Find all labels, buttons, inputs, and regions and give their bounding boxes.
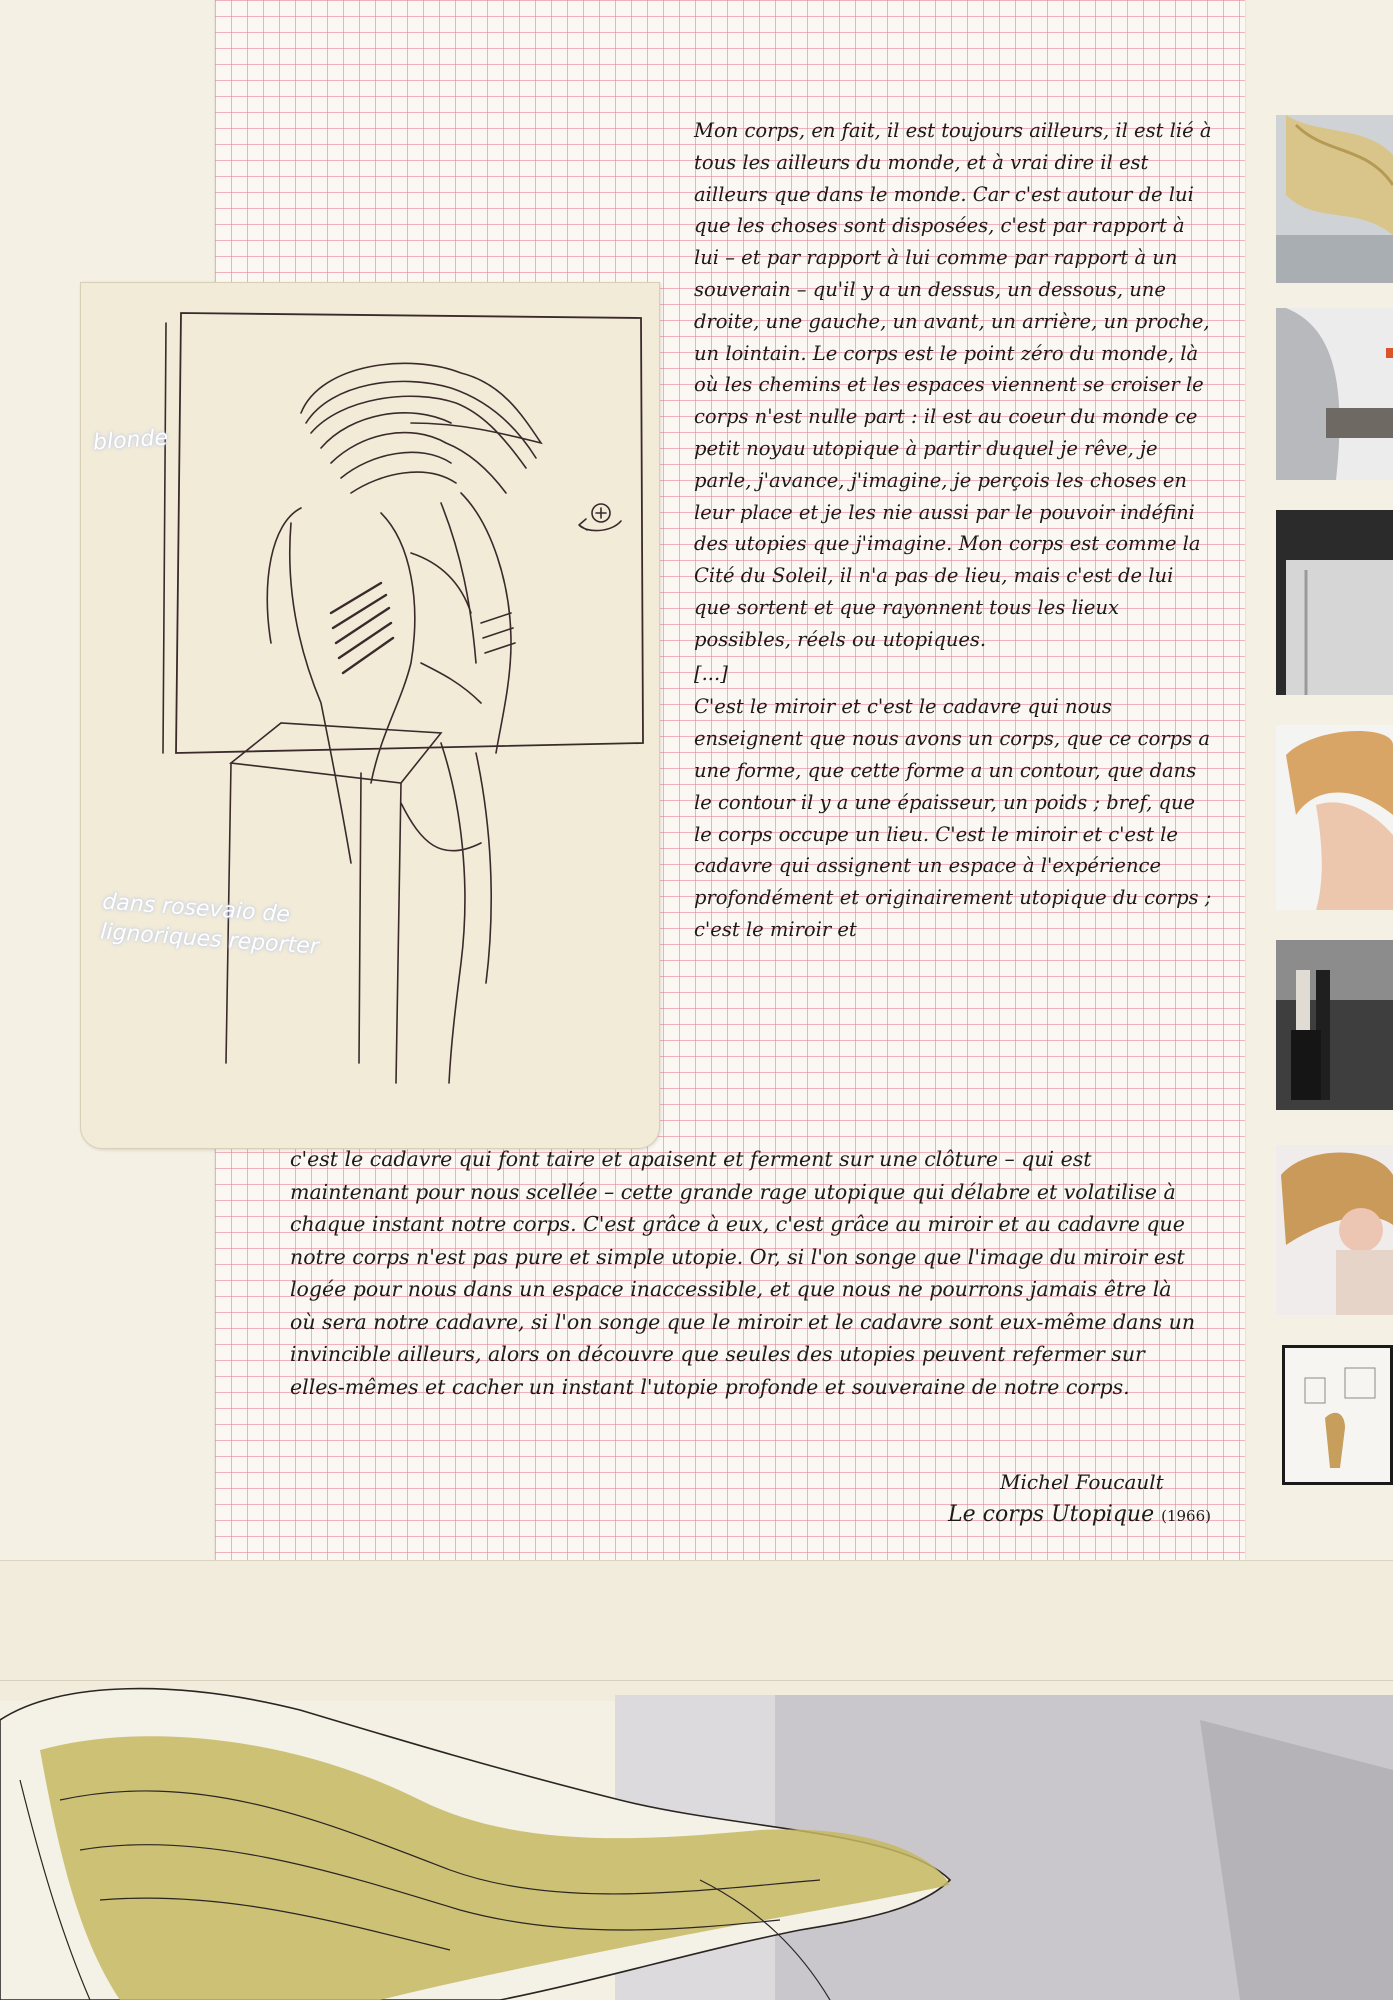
quote-upper-block (694, 115, 1214, 946)
photo-thumb-4 (1276, 725, 1393, 910)
photo-thumb-3 (1276, 510, 1393, 695)
photo-thumb-7 (1282, 1345, 1393, 1485)
quote-middle-paragraph: C'est le miroir et c'est le cadavre qui nous enseignent que nous avons un corps, que ce corps a une forme, que cette forme a un contour, que dans le contour il y a une épaisseur, un poids ; bref, que le corps occupe un lieu. C'est le miroir et c'est le cadavre qui assignent un espace à l'expérience profondément et originairement utopique du corps ; c'est le miroir et (694, 695, 1212, 941)
photo-thumb-6 (1276, 1145, 1393, 1315)
sketch-card (80, 282, 660, 1149)
quote-lower-paragraph: c'est le cadavre qui font taire et apaisent et ferment sur une clôture – qui est maintenant pour nous scellée – cette grande rage utopique qui délabre et volatilise à chaque instant notre corps. C'est grâce à eux, c'est grâce au miroir et au cadavre que notre corps n'est pas pure et simple utopie. Or, si l'on songe que l'image du miroir est logée pour nous dans un espace inaccessible, et que nous ne pourrons jamais être là où sera notre cadavre, si l'on songe que le miroir et le cadavre sont eux-même dans un invincible ailleurs, alors on découvre que seules des utopies peuvent refermer sur elles-mêmes et cacher un instant l'utopie profonde et souveraine de notre corps. (290, 1147, 1196, 1399)
quote-ellipsis: [...] (694, 661, 728, 685)
annotation-pedestal-note: dans rosevaio de lignoriques reporter (99, 889, 320, 960)
photo-thumb-5 (1276, 940, 1393, 1110)
annotation-blonde: blonde (92, 425, 169, 456)
photo-thumb-2 (1276, 308, 1393, 480)
quote-author: Michel Foucault (1000, 1470, 1164, 1494)
quote-lower-block (290, 1143, 1202, 1403)
book-year: (1966) (1161, 1507, 1211, 1525)
hair-illustration (0, 1680, 1393, 2000)
quote-source (948, 1502, 1211, 1527)
quote-upper-paragraph: Mon corps, en fait, il est toujours ailleurs, il est lié à tous les ailleurs du monde, et à vrai dire il est ailleurs que dans le monde. Car c'est autour de lui que les choses sont disposées, c'est par rapport à lui – et par rapport à lui comme par rapport à un souverain – qu'il y a un dessus, un dessous, une droite, une gauche, un avant, un arrière, un proche, un lointain. Le corps est le point zéro du monde, là où les chemins et les espaces viennent se croiser le corps n'est nulle part : il est au coeur du monde ce petit noyau utopique à partir duquel je rêve, je parle, j'avance, j'imagine, je perçois les choses en leur place et je les nie aussi par le pouvoir indéfini des utopies que j'imagine. Mon corps est comme la Cité du Soleil, il n'a pas de lieu, mais c'est de lui que sortent et que rayonnent tous les lieux possibles, réels ou utopiques. (694, 119, 1212, 651)
mannequin-sketch (81, 283, 659, 1148)
photo-thumb-1 (1276, 115, 1393, 283)
book-title: Le corps Utopique (948, 1502, 1155, 1527)
